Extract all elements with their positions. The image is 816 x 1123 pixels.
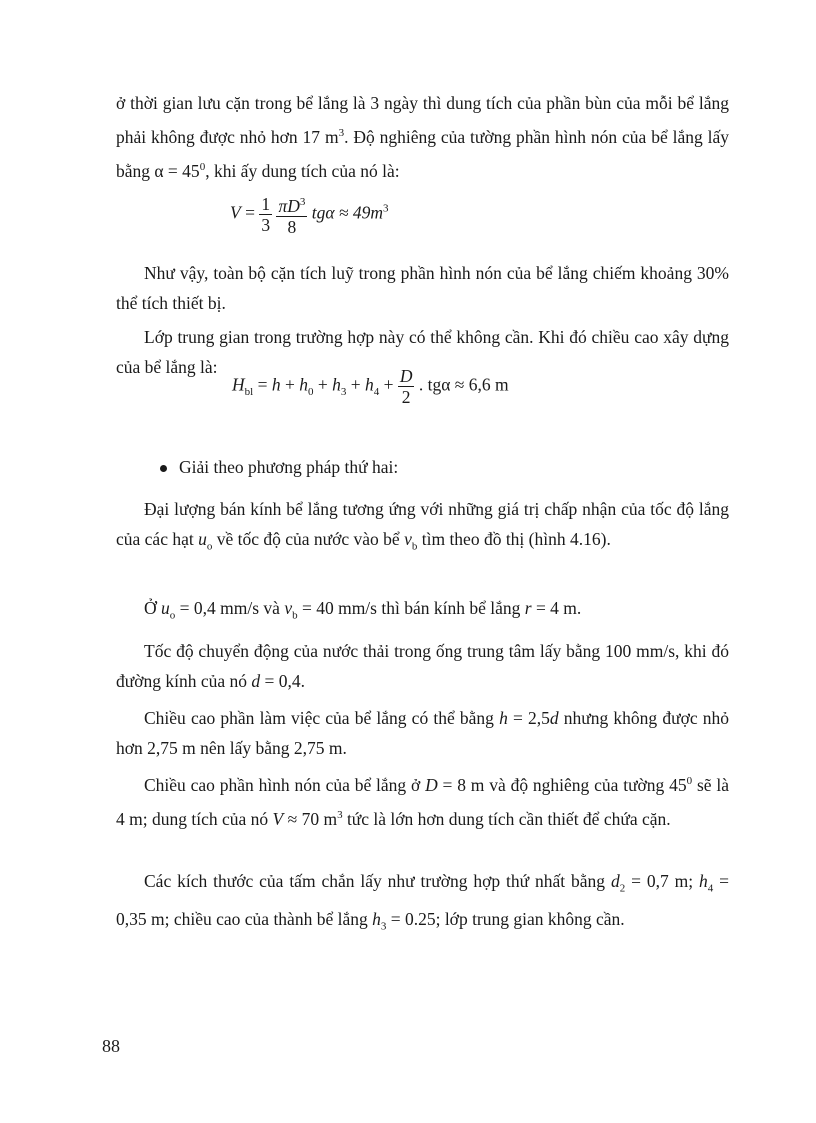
- paragraph-6: Tốc độ chuyển động của nước thải trong ống trung tâm lấy bằng 100 mm/s, khi đó đường kính của nó d = 0,4.: [116, 641, 729, 691]
- paragraph-8: Chiều cao phần hình nón của bể lắng ở D = 8 m và độ nghiêng của tường $45^0$ sẽ là 4 m; dung tích của nó V ≈ 70 $m^3$ tức là lớn hơn dung tích cần thiết để chứa cặn.: [116, 774, 729, 829]
- formula-volume: V = $\frac{1}{3}$ $\frac{\pi D^3}{8}$ $tg\alpha \approx 49m^3$: [230, 193, 389, 237]
- page-number: 88: [102, 1036, 120, 1056]
- paragraph-9: Các kích thước của tấm chắn lấy như trường hợp thứ nhất bằng $d_2 = 0,7$ m; $h_4 = 0,35$ m; chiều cao của thành bể lắng $h_3 = 0.25$; lớp trung gian không cần.: [116, 871, 729, 932]
- paragraph-4: Đại lượng bán kính bể lắng tương ứng với những giá trị chấp nhận của tốc độ lắng của các hạt $u_o$ về tốc độ của nước vào bể $v_b$ tìm theo đồ thị (hình 4.16).: [116, 499, 729, 553]
- paragraph-5: Ở $u_o = 0,4$ mm/s và $v_b = 40$ mm/s thì bán kính bể lắng r = 4 m.: [144, 598, 582, 622]
- bullet-item: Giải theo phương pháp thứ hai:: [116, 452, 729, 482]
- paragraph-3: Lớp trung gian trong trường hợp này có thể không cần. Khi đó chiều cao xây dựng của bể lắng là:: [116, 327, 729, 377]
- paragraph-7: Chiều cao phần làm việc của bể lắng có thể bằng h = 2,5d nhưng không được nhỏ hơn 2,75 m nên lấy bằng 2,75 m.: [116, 708, 729, 758]
- paragraph-2: Như vậy, toàn bộ cặn tích luỹ trong phần hình nón của bể lắng chiếm khoảng 30% thể tích thiết bị.: [116, 263, 729, 313]
- bullet-icon: [160, 465, 167, 472]
- paragraph-1: ở thời gian lưu cặn trong bể lắng là 3 ngày thì dung tích của phần bùn của mỗi bể lắng phải không được nhỏ hơn 17 $m^3$. Độ nghiêng của tường phần hình nón của bể lắng lấy bằng $\alpha = 45^0$, khi ấy dung tích của nó là:: [116, 93, 729, 181]
- formula-height: $H_{bl} = h + h_0 + h_3 + h_4$ + $\frac{D}{2}$ . tgα ≈ 6,6 m: [232, 366, 509, 407]
